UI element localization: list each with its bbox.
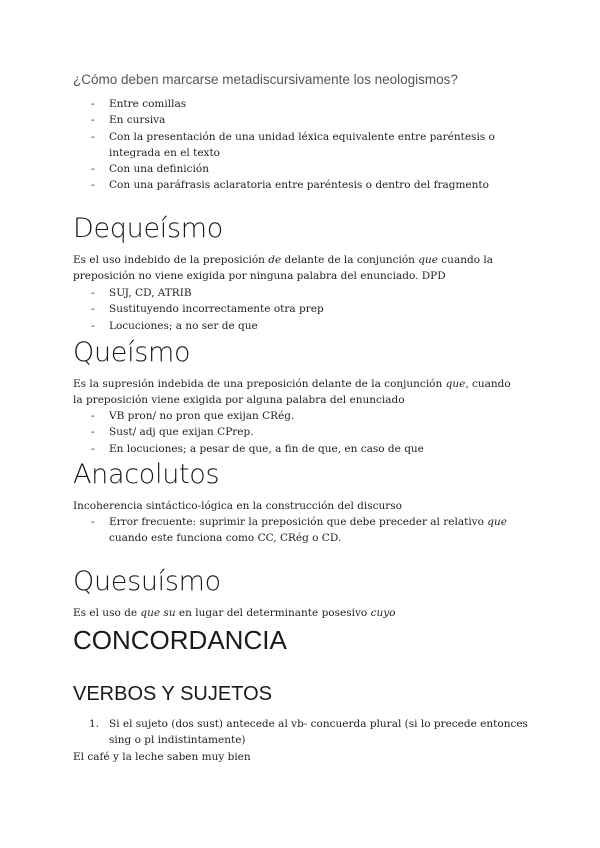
list-item: - Entre comillas: [73, 96, 513, 112]
list-item: - Con la presentación de una unidad léxica equivalente entre paréntesis o integrada en el texto: [73, 129, 513, 162]
list-item: - SUJ, CD, ATRIB: [73, 285, 324, 301]
list-item: 1. Si el sujeto (dos sust) antecede al vb- concuerda plural (si lo precede entonces sing o pl indistintamente): [89, 718, 528, 747]
anacolutos-list: [73, 514, 513, 547]
list-item: - En locuciones; a pesar de que, a fin de que, en caso de que: [73, 441, 424, 457]
queismo-list: [73, 408, 424, 457]
list-item: - Con una definición: [73, 161, 513, 177]
quesuismo-definition: Es el uso de que su en lugar del determinante posesivo cuyo: [73, 607, 396, 619]
queismo-heading: Queísmo: [73, 337, 191, 368]
anacolutos-definition: Incoherencia sintáctico-lógica en la construcción del discurso: [73, 500, 402, 512]
dequeismo-definition: Es el uso indebido de la preposición de delante de la conjunción que cuando la preposición no viene exigida por ninguna palabra del enunciado. DPD: [73, 254, 493, 283]
list-number: 1.: [89, 718, 100, 730]
list-item: - Sust/ adj que exijan CPrep.: [73, 424, 424, 440]
list-item: - Error frecuente: suprimir la preposición que debe preceder al relativo que cuando este funciona como CC, CRég o CD.: [73, 514, 513, 547]
concordancia-example: El café y la leche saben muy bien: [73, 751, 251, 763]
quesuismo-heading: Quesuísmo: [73, 566, 221, 597]
neologismos-list: [73, 96, 513, 194]
list-item: - Sustituyendo incorrectamente otra prep: [73, 301, 324, 317]
concordancia-heading: CONCORDANCIA: [73, 625, 287, 655]
dequeismo-heading: Dequeísmo: [73, 213, 223, 244]
list-item: - Con una paráfrasis aclaratoria entre paréntesis o dentro del fragmento: [73, 177, 513, 193]
dequeismo-list: [73, 285, 324, 334]
anacolutos-heading: Anacolutos: [73, 459, 220, 490]
concordancia-list: [73, 716, 533, 749]
list-item: - En cursiva: [73, 112, 513, 128]
list-item: - VB pron/ no pron que exijan CRég.: [73, 408, 424, 424]
neologismos-question: ¿Cómo deben marcarse metadiscursivamente los neologismos?: [73, 72, 458, 87]
queismo-definition: Es la supresión indebida de una preposición delante de la conjunción que, cuando la preposición viene exigida por alguna palabra del enunciado: [73, 378, 511, 407]
verbos-sujetos-heading: VERBOS Y SUJETOS: [73, 683, 272, 705]
list-item: - Locuciones; a no ser de que: [73, 318, 324, 334]
